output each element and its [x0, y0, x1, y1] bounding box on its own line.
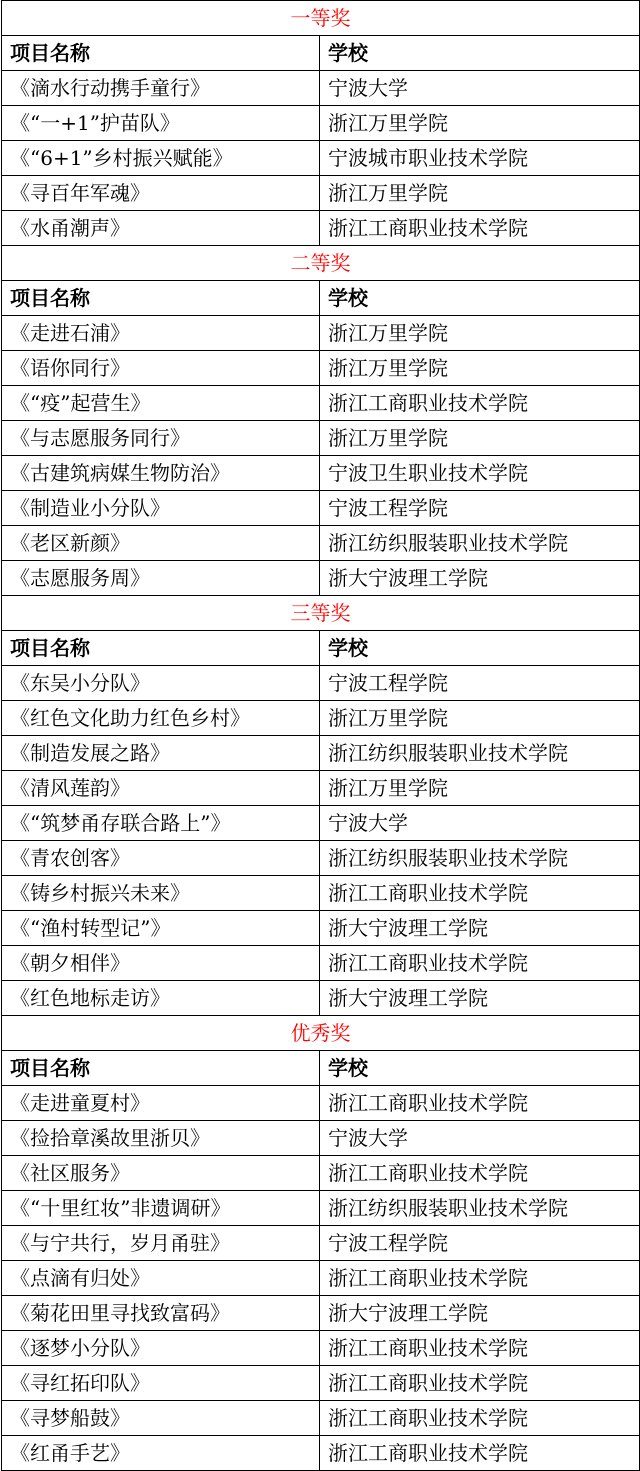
school-cell: 浙江工商职业技术学院	[320, 876, 640, 911]
project-name-cell: 《红色文化助力红色乡村》	[2, 701, 320, 736]
project-name-cell: 《“一+1”护苗队》	[2, 106, 320, 141]
school-cell: 宁波工程学院	[320, 1226, 640, 1261]
school-cell: 浙江万里学院	[320, 701, 640, 736]
table-row	[2, 106, 640, 141]
school-cell: 浙江工商职业技术学院	[320, 1436, 640, 1471]
table-row	[2, 1296, 640, 1331]
header-school: 学校	[320, 281, 640, 316]
project-name-cell: 《走进童夏村》	[2, 1086, 320, 1121]
table-row	[2, 736, 640, 771]
school-cell: 浙江万里学院	[320, 176, 640, 211]
project-name-cell: 《语你同行》	[2, 351, 320, 386]
table-row	[2, 841, 640, 876]
table-row	[2, 701, 640, 736]
section-title: 二等奖	[2, 246, 640, 281]
school-cell: 浙江纺织服装职业技术学院	[320, 1191, 640, 1226]
project-name-cell: 《点滴有归处》	[2, 1261, 320, 1296]
school-cell: 浙江万里学院	[320, 106, 640, 141]
project-name-cell: 《捡拾章溪故里浙贝》	[2, 1121, 320, 1156]
project-name-cell: 《走进石浦》	[2, 316, 320, 351]
table-row	[2, 526, 640, 561]
school-cell: 浙大宁波理工学院	[320, 1296, 640, 1331]
table-row	[2, 316, 640, 351]
school-cell: 浙江万里学院	[320, 421, 640, 456]
project-name-cell: 《菊花田里寻找致富码》	[2, 1296, 320, 1331]
awards-table	[1, 0, 640, 1471]
project-name-cell: 《滴水行动携手童行》	[2, 71, 320, 106]
section-title: 一等奖	[2, 1, 640, 36]
project-name-cell: 《青农创客》	[2, 841, 320, 876]
project-name-cell: 《老区新颜》	[2, 526, 320, 561]
project-name-cell: 《铸乡村振兴未来》	[2, 876, 320, 911]
table-row	[2, 421, 640, 456]
school-cell: 宁波工程学院	[320, 491, 640, 526]
table-row	[2, 141, 640, 176]
project-name-cell: 《制造发展之路》	[2, 736, 320, 771]
project-name-cell: 《寻红拓印队》	[2, 1366, 320, 1401]
project-name-cell: 《“6+1”乡村振兴赋能》	[2, 141, 320, 176]
table-row	[2, 456, 640, 491]
table-row	[2, 1401, 640, 1436]
section-title: 优秀奖	[2, 1016, 640, 1051]
header-school: 学校	[320, 36, 640, 71]
school-cell: 浙江纺织服装职业技术学院	[320, 841, 640, 876]
section-title-row	[2, 246, 640, 281]
table-row	[2, 211, 640, 246]
project-name-cell: 《寻梦船鼓》	[2, 1401, 320, 1436]
table-row	[2, 806, 640, 841]
school-cell: 浙江纺织服装职业技术学院	[320, 736, 640, 771]
project-name-cell: 《“筑梦甬存联合路上”》	[2, 806, 320, 841]
school-cell: 浙江工商职业技术学院	[320, 1156, 640, 1191]
project-name-cell: 《寻百年军魂》	[2, 176, 320, 211]
header-school: 学校	[320, 1051, 640, 1086]
school-cell: 浙江万里学院	[320, 316, 640, 351]
school-cell: 宁波卫生职业技术学院	[320, 456, 640, 491]
header-row	[2, 1051, 640, 1086]
table-row	[2, 561, 640, 596]
table-row	[2, 1261, 640, 1296]
section-title-row	[2, 1, 640, 36]
school-cell: 宁波城市职业技术学院	[320, 141, 640, 176]
table-row	[2, 666, 640, 701]
table-row	[2, 1156, 640, 1191]
table-row	[2, 1121, 640, 1156]
table-row	[2, 1436, 640, 1471]
project-name-cell: 《社区服务》	[2, 1156, 320, 1191]
header-project-name: 项目名称	[2, 631, 320, 666]
section-title: 三等奖	[2, 596, 640, 631]
project-name-cell: 《与宁共行，岁月甬驻》	[2, 1226, 320, 1261]
school-cell: 浙江纺织服装职业技术学院	[320, 526, 640, 561]
school-cell: 宁波工程学院	[320, 666, 640, 701]
project-name-cell: 《“疫”起营生》	[2, 386, 320, 421]
table-row	[2, 71, 640, 106]
school-cell: 浙江万里学院	[320, 351, 640, 386]
table-row	[2, 1086, 640, 1121]
header-school: 学校	[320, 631, 640, 666]
school-cell: 浙江工商职业技术学院	[320, 946, 640, 981]
header-row	[2, 631, 640, 666]
header-project-name: 项目名称	[2, 36, 320, 71]
project-name-cell: 《逐梦小分队》	[2, 1331, 320, 1366]
table-row	[2, 491, 640, 526]
header-row	[2, 36, 640, 71]
project-name-cell: 《水甬潮声》	[2, 211, 320, 246]
school-cell: 宁波大学	[320, 71, 640, 106]
table-row	[2, 981, 640, 1016]
header-project-name: 项目名称	[2, 1051, 320, 1086]
table-row	[2, 176, 640, 211]
school-cell: 浙江万里学院	[320, 771, 640, 806]
awards-table-body	[2, 1, 640, 1471]
school-cell: 浙江工商职业技术学院	[320, 1331, 640, 1366]
table-row	[2, 876, 640, 911]
section-title-row	[2, 596, 640, 631]
project-name-cell: 《制造业小分队》	[2, 491, 320, 526]
table-row	[2, 771, 640, 806]
school-cell: 宁波大学	[320, 806, 640, 841]
school-cell: 浙江工商职业技术学院	[320, 1086, 640, 1121]
header-project-name: 项目名称	[2, 281, 320, 316]
project-name-cell: 《“十里红妆”非遗调研》	[2, 1191, 320, 1226]
project-name-cell: 《古建筑病媒生物防治》	[2, 456, 320, 491]
project-name-cell: 《志愿服务周》	[2, 561, 320, 596]
project-name-cell: 《东吴小分队》	[2, 666, 320, 701]
school-cell: 浙江工商职业技术学院	[320, 386, 640, 421]
section-title-row	[2, 1016, 640, 1051]
project-name-cell: 《清风莲韵》	[2, 771, 320, 806]
school-cell: 浙江工商职业技术学院	[320, 1366, 640, 1401]
table-row	[2, 1331, 640, 1366]
school-cell: 浙大宁波理工学院	[320, 561, 640, 596]
project-name-cell: 《朝夕相伴》	[2, 946, 320, 981]
table-row	[2, 911, 640, 946]
table-row	[2, 351, 640, 386]
table-row	[2, 1191, 640, 1226]
school-cell: 浙大宁波理工学院	[320, 911, 640, 946]
project-name-cell: 《与志愿服务同行》	[2, 421, 320, 456]
school-cell: 浙大宁波理工学院	[320, 981, 640, 1016]
table-row	[2, 946, 640, 981]
table-row	[2, 1226, 640, 1261]
table-row	[2, 1366, 640, 1401]
project-name-cell: 《“渔村转型记”》	[2, 911, 320, 946]
header-row	[2, 281, 640, 316]
project-name-cell: 《红色地标走访》	[2, 981, 320, 1016]
project-name-cell: 《红甬手艺》	[2, 1436, 320, 1471]
school-cell: 宁波大学	[320, 1121, 640, 1156]
school-cell: 浙江工商职业技术学院	[320, 211, 640, 246]
table-row	[2, 386, 640, 421]
school-cell: 浙江工商职业技术学院	[320, 1261, 640, 1296]
school-cell: 浙江工商职业技术学院	[320, 1401, 640, 1436]
